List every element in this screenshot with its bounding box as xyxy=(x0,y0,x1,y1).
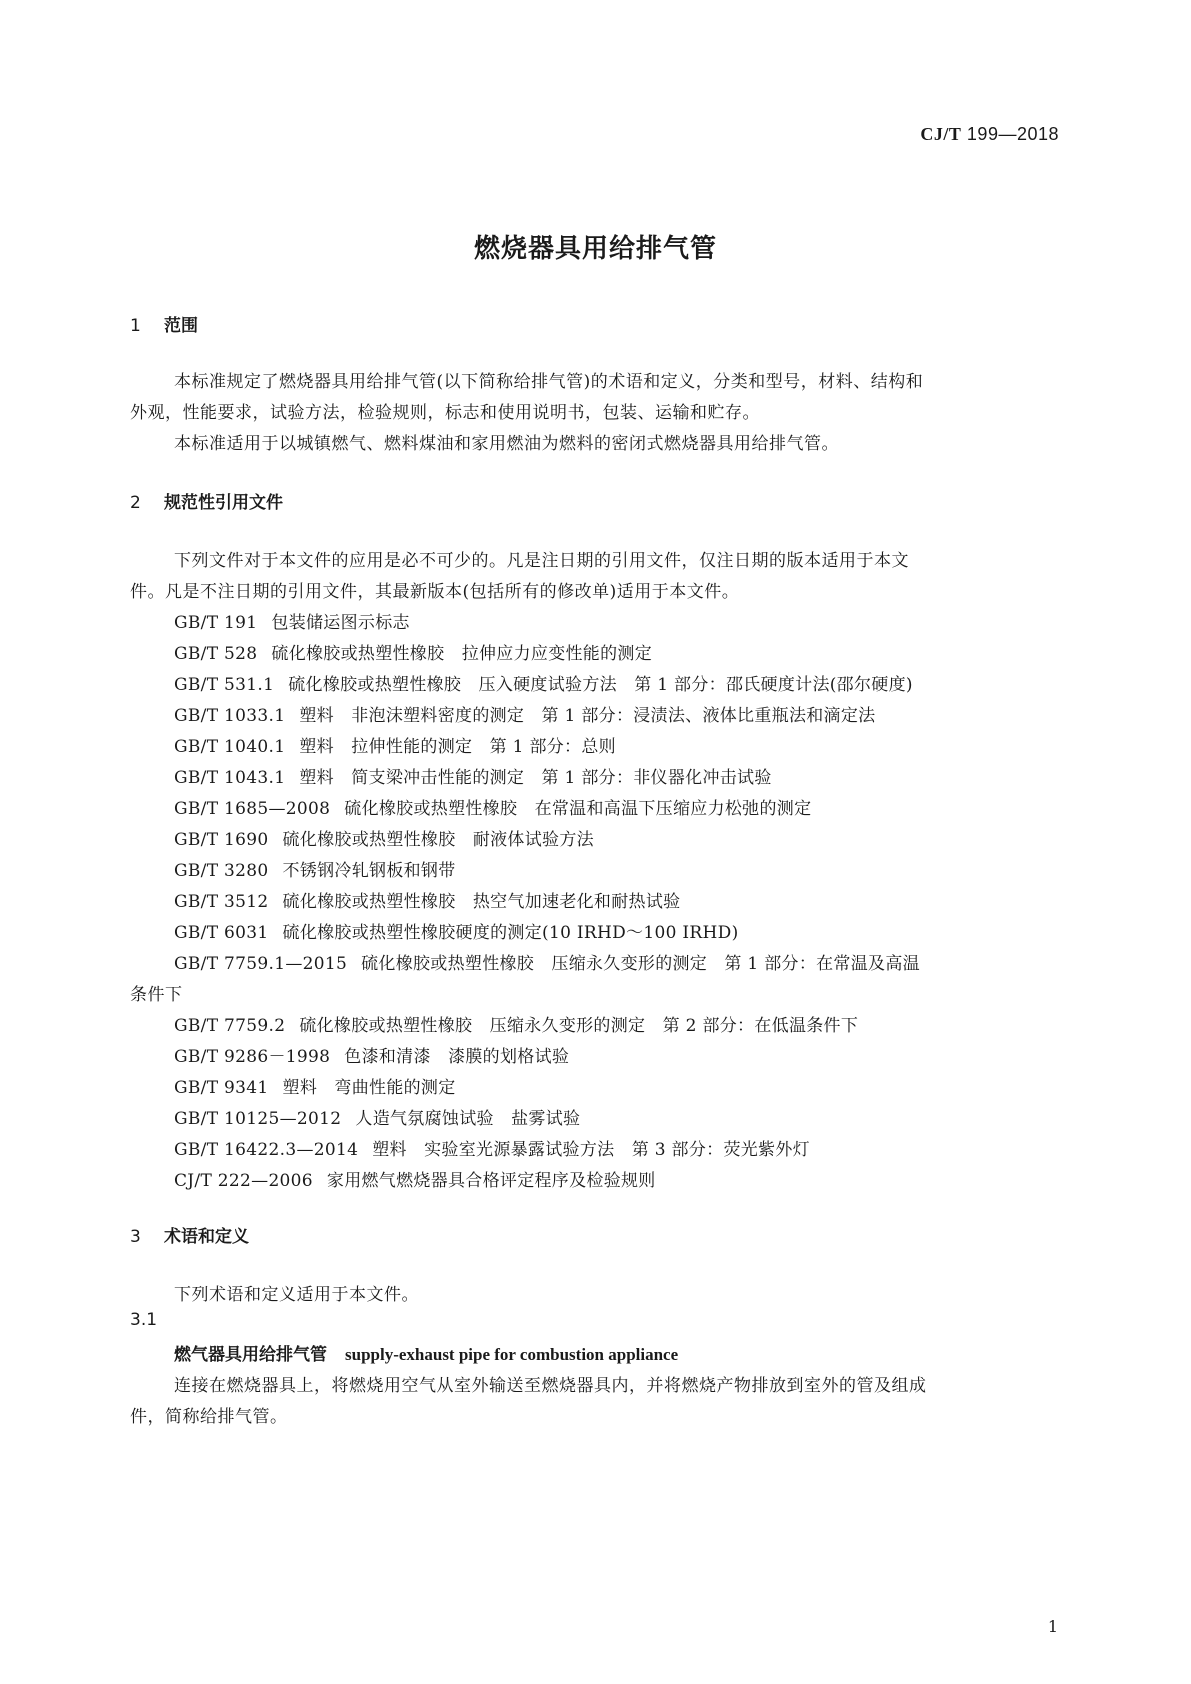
scope-paragraph-1-line-2: 外观，性能要求，试验方法，检验规则，标志和使用说明书，包装、运输和贮存。 xyxy=(130,403,760,423)
scope-paragraph-2: 本标准适用于以城镇燃气、燃料煤油和家用燃油为燃料的密闭式燃烧器具用给排气管。 xyxy=(174,434,839,454)
reference-title: 硫化橡胶或热塑性橡胶 压入硬度试验方法 第 1 部分：邵氏硬度计法(邵尔硬度) xyxy=(288,675,913,695)
reference-code: GB/T 9286－1998 xyxy=(174,1047,331,1067)
scope-paragraph-1-line-1: 本标准规定了燃烧器具用给排气管(以下简称给排气管)的术语和定义，分类和型号，材料、结构和 xyxy=(174,372,924,392)
reference-code: GB/T 531.1 xyxy=(174,675,275,695)
reference-item xyxy=(174,608,410,633)
reference-title: 色漆和清漆 漆膜的划格试验 xyxy=(344,1047,570,1067)
term-name-english: supply-exhaust pipe for combustion appliance xyxy=(345,1345,679,1364)
reference-item xyxy=(174,1042,569,1067)
reference-item xyxy=(174,701,875,726)
reference-code: GB/T 7759.1—2015 xyxy=(174,954,348,974)
term-definition-line-1: 连接在燃烧器具上，将燃烧用空气从室外输送至燃烧器具内，并将燃烧产物排放到室外的管及组成 xyxy=(174,1376,927,1396)
reference-item xyxy=(174,1104,580,1129)
reference-code: GB/T 10125—2012 xyxy=(174,1109,342,1129)
standard-code-prefix: CJ/T xyxy=(920,124,962,144)
reference-title: 塑料 弯曲性能的测定 xyxy=(282,1078,456,1098)
reference-code: GB/T 7759.2 xyxy=(174,1016,286,1036)
reference-item xyxy=(174,1073,456,1098)
reference-item xyxy=(174,856,456,881)
reference-code: GB/T 1043.1 xyxy=(174,768,286,788)
reference-title: 人造气氛腐蚀试验 盐雾试验 xyxy=(355,1109,581,1129)
reference-title: 塑料 拉伸性能的测定 第 1 部分：总则 xyxy=(299,737,616,757)
reference-title: 硫化橡胶或热塑性橡胶 拉伸应力应变性能的测定 xyxy=(271,644,652,664)
reference-title: 塑料 非泡沫塑料密度的测定 第 1 部分：浸渍法、液体比重瓶法和滴定法 xyxy=(299,706,876,726)
reference-code: GB/T 3512 xyxy=(174,892,269,912)
reference-item xyxy=(174,825,594,850)
normative-intro-line-1: 下列文件对于本文件的应用是必不可少的。凡是注日期的引用文件，仅注日期的版本适用于本文 xyxy=(174,551,909,571)
reference-item xyxy=(174,887,680,912)
reference-title: 硫化橡胶或热塑性橡胶 压缩永久变形的测定 第 2 部分：在低温条件下 xyxy=(299,1016,859,1036)
reference-item xyxy=(174,732,616,757)
section-1-heading xyxy=(130,311,198,336)
standard-code-number: 199—2018 xyxy=(961,124,1059,144)
reference-item xyxy=(174,1135,810,1160)
reference-title: 塑料 简支梁冲击性能的测定 第 1 部分：非仪器化冲击试验 xyxy=(299,768,772,788)
reference-code: GB/T 191 xyxy=(174,613,258,633)
reference-code: GB/T 3280 xyxy=(174,861,269,881)
reference-code: GB/T 1685—2008 xyxy=(174,799,331,819)
reference-item xyxy=(174,1166,656,1191)
reference-item xyxy=(174,794,811,819)
term-number: 3.1 xyxy=(130,1310,158,1330)
reference-code: GB/T 1033.1 xyxy=(174,706,286,726)
reference-code: GB/T 16422.3—2014 xyxy=(174,1140,359,1160)
section-title: 范围 xyxy=(164,316,198,336)
standard-code xyxy=(920,124,1059,145)
reference-title: 不锈钢冷轧钢板和钢带 xyxy=(282,861,456,881)
section-3-heading xyxy=(130,1222,249,1247)
reference-title: 硫化橡胶或热塑性橡胶 耐液体试验方法 xyxy=(282,830,594,850)
reference-title: 硫化橡胶或热塑性橡胶 热空气加速老化和耐热试验 xyxy=(282,892,681,912)
terms-intro: 下列术语和定义适用于本文件。 xyxy=(174,1285,419,1305)
reference-code: GB/T 528 xyxy=(174,644,258,664)
reference-title: 家用燃气燃烧器具合格评定程序及检验规则 xyxy=(326,1171,656,1191)
reference-item xyxy=(174,1011,858,1036)
reference-item xyxy=(174,763,772,788)
reference-continuation: 条件下 xyxy=(130,985,183,1005)
reference-title: 硫化橡胶或热塑性橡胶硬度的测定(10 IRHD～100 IRHD) xyxy=(282,923,739,943)
term-definition-line-2: 件，简称给排气管。 xyxy=(130,1407,288,1427)
section-2-heading xyxy=(130,488,283,513)
term-name-chinese: 燃气器具用给排气管 xyxy=(174,1345,327,1365)
reference-item xyxy=(174,639,652,664)
reference-item xyxy=(174,949,920,974)
section-number: 2 xyxy=(130,493,141,513)
reference-title: 塑料 实验室光源暴露试验方法 第 3 部分：荧光紫外灯 xyxy=(372,1140,810,1160)
section-number: 3 xyxy=(130,1227,141,1247)
reference-title: 硫化橡胶或热塑性橡胶 在常温和高温下压缩应力松弛的测定 xyxy=(344,799,812,819)
reference-code: GB/T 6031 xyxy=(174,923,269,943)
reference-item xyxy=(174,670,913,695)
section-number: 1 xyxy=(130,316,141,336)
normative-intro-line-2: 件。凡是不注日期的引用文件，其最新版本(包括所有的修改单)适用于本文件。 xyxy=(130,582,740,602)
term-name xyxy=(174,1340,678,1365)
document-title: 燃烧器具用给排气管 xyxy=(473,234,717,264)
reference-code: GB/T 1040.1 xyxy=(174,737,286,757)
reference-code: GB/T 1690 xyxy=(174,830,269,850)
page-number: 1 xyxy=(1047,1617,1058,1636)
reference-item xyxy=(174,918,739,943)
reference-title: 包装储运图示标志 xyxy=(271,613,410,633)
section-title: 术语和定义 xyxy=(164,1227,249,1247)
reference-code: CJ/T 222—2006 xyxy=(174,1171,313,1191)
reference-title: 硫化橡胶或热塑性橡胶 压缩永久变形的测定 第 1 部分：在常温及高温 xyxy=(361,954,920,974)
reference-code: GB/T 9341 xyxy=(174,1078,269,1098)
section-title: 规范性引用文件 xyxy=(164,493,283,513)
